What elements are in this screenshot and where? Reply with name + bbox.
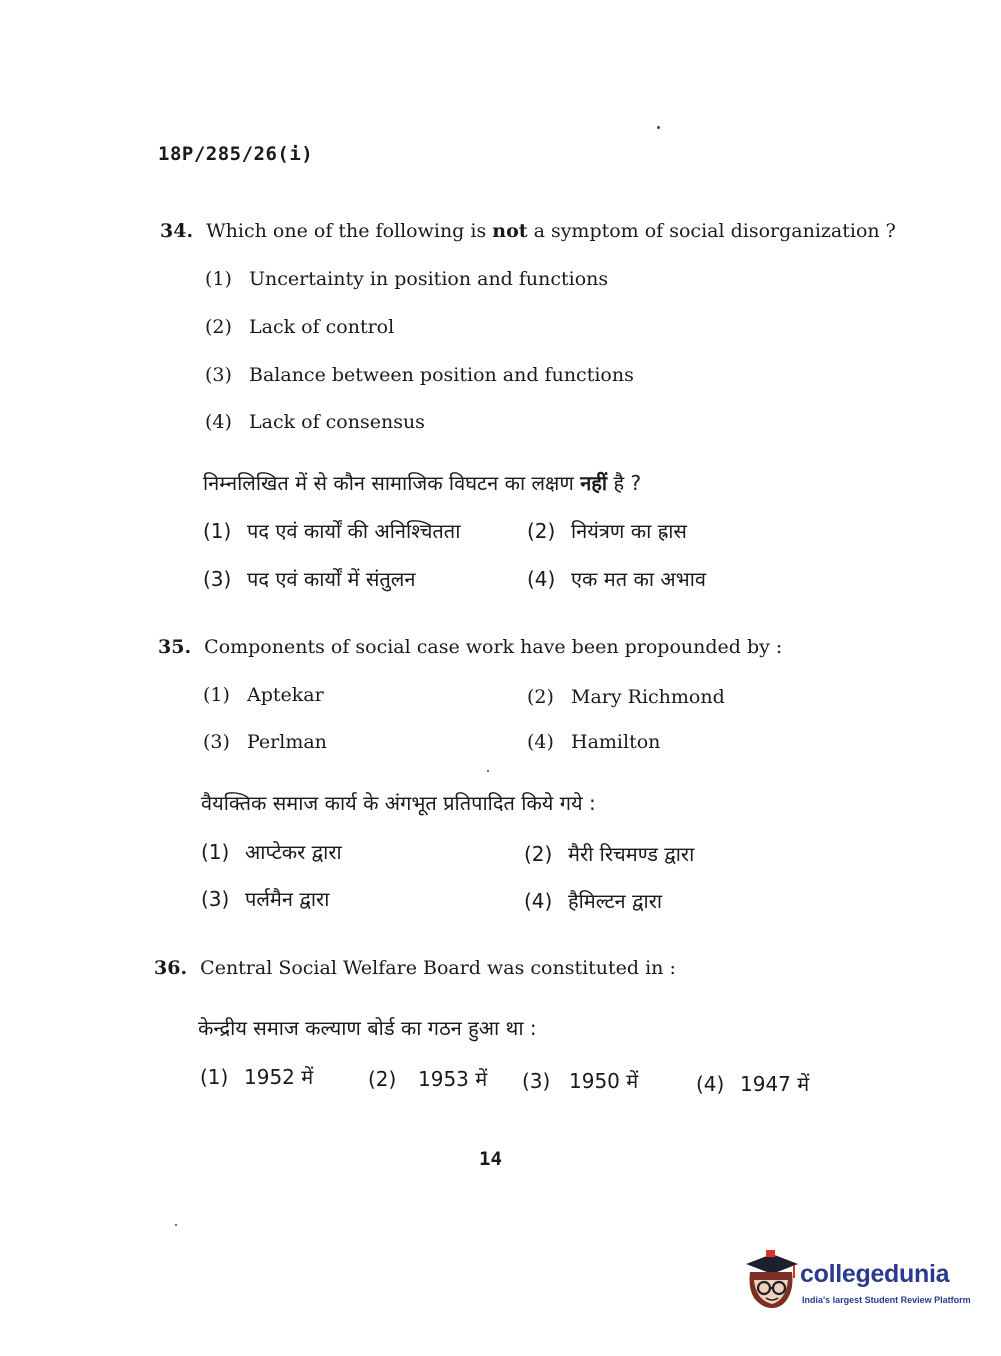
question-36: [154, 957, 676, 979]
hindi-option-1: (1) आप्टेकर द्वारा: [201, 840, 342, 864]
question-34-hindi: निम्नलिखित में से कौन सामाजिक विघटन का लक्षण नहीं है ?: [203, 471, 642, 495]
page-number: 14: [479, 1148, 502, 1170]
hindi-option-2: (2) मैरी रिचमण्ड द्वारा: [524, 842, 695, 866]
question-number: 34.: [160, 220, 194, 242]
scan-speck: [175, 1224, 177, 1226]
paper-code: 18P/285/26(i): [158, 143, 314, 165]
question-34: [160, 220, 896, 242]
question-35: [158, 636, 782, 658]
scan-speck: [487, 770, 489, 772]
option-4: (4) Lack of consensus: [205, 411, 425, 433]
hindi-option-3: (3) पर्लमैन द्वारा: [201, 887, 330, 911]
option-3: (3) Perlman: [203, 731, 327, 753]
option-4: (4) Hamilton: [527, 731, 661, 753]
hindi-option-4: (4) हैमिल्टन द्वारा: [524, 889, 663, 913]
question-text: Central Social Welfare Board was constituted in :: [200, 957, 676, 979]
option-2: (2) Mary Richmond: [527, 686, 725, 708]
question-35-hindi: वैयक्तिक समाज कार्य के अंगभूत प्रतिपादित किये गये :: [201, 791, 596, 815]
option-1: (1) Uncertainty in position and functions: [205, 268, 609, 290]
option-2: (2) 1953 में: [368, 1067, 488, 1091]
brand-tagline: India's largest Student Review Platform: [802, 1295, 971, 1305]
option-4: (4) 1947 में: [696, 1072, 810, 1096]
option-1: (1) 1952 में: [200, 1065, 314, 1089]
hindi-option-1: (1) पद एवं कार्यों की अनिश्चितता: [203, 519, 461, 543]
question-text: Which one of the following is not a symptom of social disorganization ?: [206, 220, 896, 242]
option-2: (2) Lack of control: [205, 316, 395, 338]
collegedunia-watermark: [742, 1250, 972, 1312]
mascot-icon: [742, 1250, 800, 1312]
hindi-option-2: (2) नियंत्रण का ह्रास: [527, 519, 687, 543]
question-number: 36.: [154, 957, 188, 979]
question-text: Components of social case work have been propounded by :: [204, 636, 783, 658]
question-number: 35.: [158, 636, 192, 658]
brand-name: collegedunia: [800, 1260, 950, 1288]
question-36-hindi: केन्द्रीय समाज कल्याण बोर्ड का गठन हुआ था :: [198, 1016, 537, 1040]
hindi-option-3: (3) पद एवं कार्यों में संतुलन: [203, 567, 416, 591]
hindi-option-4: (4) एक मत का अभाव: [527, 567, 707, 591]
option-3: (3) Balance between position and functions: [205, 364, 634, 386]
option-1: (1) Aptekar: [203, 684, 324, 706]
option-3: (3) 1950 में: [522, 1069, 639, 1093]
scan-speck: [657, 126, 660, 129]
